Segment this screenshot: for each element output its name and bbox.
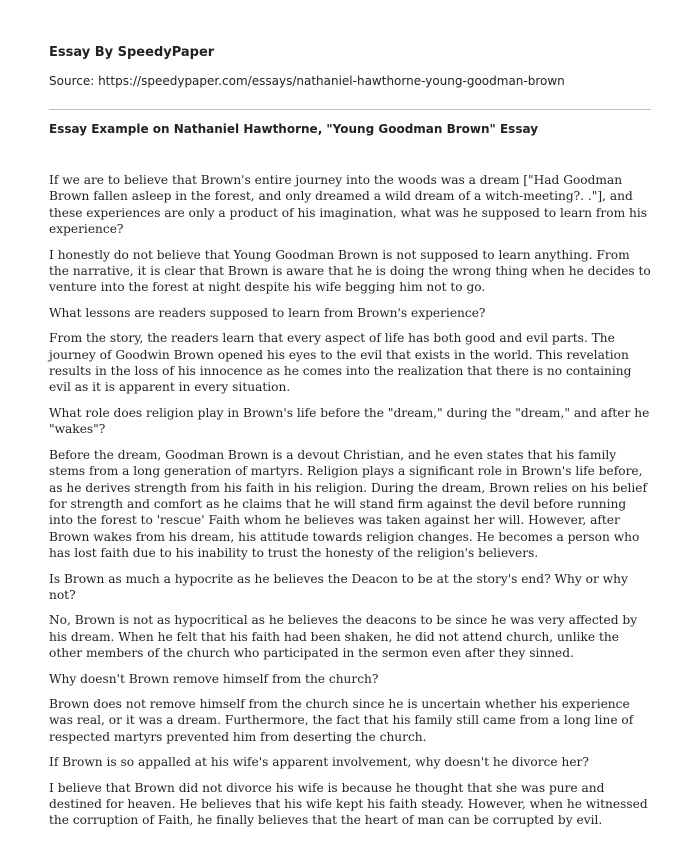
- paragraph-4: Before the dream, Goodman Brown is a devout Christian, and he even states that his family stems from a long generation of martyrs. Religion plays a significant role in Brown's life before, as he derives strength from his faith in his religion. During the dream, Brown relies on his belief for strength and comfort as he claims that he will stand firm against the devil before running into the forest to 'rescue' Faith whom he believes was taken against her will. However, after Brown wakes from his dream, his attitude towards religion changes. He becomes a person who has lost faith due to his inability to trust the honesty of the religion's believers.: [49, 447, 648, 561]
- question-4: Why doesn't Brown remove himself from the church?: [49, 671, 379, 686]
- paragraph-2: I honestly do not believe that Young Goodman Brown is not supposed to learn anything. From the narrative, it is clear that Brown is aware that he is doing the wrong thing when he decides to venture into the forest at night despite his wife begging him not to go.: [49, 247, 651, 295]
- essay-title: Essay Example on Nathaniel Hawthorne, "Young Goodman Brown" Essay: [49, 122, 539, 136]
- divider: [49, 109, 651, 110]
- question-2: What role does religion play in Brown's life before the "dream," during the "dream," and after he "wakes"?: [49, 405, 650, 437]
- paragraph-6: Brown does not remove himself from the church since he is uncertain whether his experience was real, or it was a dream. Furthermore, the fact that his family still came from a long line of respected martyrs prevented him from deserting the church.: [49, 696, 634, 744]
- source-line: Source: https://speedypaper.com/essays/nathaniel-hawthorne-young-goodman-brown: [49, 74, 565, 88]
- paragraph-1: If we are to believe that Brown's entire journey into the woods was a dream ["Had Goodman Brown fallen asleep in the forest, and only dreamed a wild dream of a witch-meeting?. ."], and these experiences are only a product of his imagination, what was he supposed to learn from his experience?: [49, 173, 648, 237]
- question-5: If Brown is so appalled at his wife's apparent involvement, why doesn't he divorce her?: [49, 755, 589, 770]
- paragraph-7: I believe that Brown did not divorce his wife is because he thought that she was pure and destined for heaven. He believes that his wife kept his faith steady. However, when he witnessed the corruption of Faith, he finally believes that the heart of man can be corrupted by evil.: [49, 780, 648, 828]
- question-3: Is Brown as much a hypocrite as he believes the Deacon to be at the story's end? Why or why not?: [49, 571, 628, 602]
- paragraph-3: From the story, the readers learn that every aspect of life has both good and evil parts. The journey of Goodwin Brown opened his eyes to the evil that exists in the world. This revelation results in the loss of his innocence as he comes into the realization that there is no containing evil as it is apparent in every situation.: [49, 331, 632, 395]
- paragraph-5: No, Brown is not as hypocritical as he believes the deacons to be since he was very affected by his dream. When he felt that his faith had been shaken, he did not attend church, unlike the other members of the church who participated in the sermon even after they sinned.: [49, 613, 638, 661]
- brand-heading: Essay By SpeedyPaper: [49, 45, 215, 60]
- essay-body: [49, 172, 653, 838]
- question-1: What lessons are readers supposed to learn from Brown's experience?: [49, 305, 486, 320]
